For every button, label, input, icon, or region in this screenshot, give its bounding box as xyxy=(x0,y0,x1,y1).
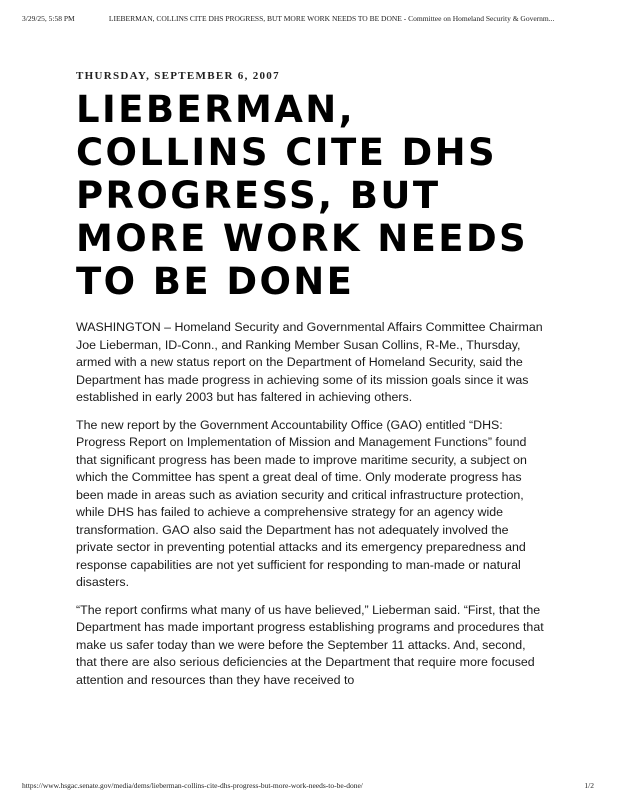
print-page-title: LIEBERMAN, COLLINS CITE DHS PROGRESS, BUT MORE WORK NEEDS TO BE DONE - Committee on Homeland Security & Governm... xyxy=(108,14,555,23)
article-paragraph: “The report confirms what many of us have believed,” Lieberman said. “First, that the Department has made important progress establishing programs and procedures that make us safer today than we were before the September 11 attacks. And, second, that there are also serious deficiencies at the Department that require more focused attention and resources than they have received to xyxy=(76,602,544,687)
print-footer xyxy=(22,781,594,790)
article-title: LIEBERMAN, COLLINS CITE DHS PROGRESS, BUT MORE WORK NEEDS TO BE DONE xyxy=(76,88,529,303)
article-date: THURSDAY, SEPTEMBER 6, 2007 xyxy=(76,70,280,82)
print-header xyxy=(22,14,602,23)
article-body xyxy=(76,319,546,689)
print-url: https://www.hsgac.senate.gov/media/dems/lieberman-collins-cite-dhs-progress-but-more-work-needs-to-be-done/ xyxy=(22,781,363,790)
print-page-number: 1/2 xyxy=(584,781,594,790)
article xyxy=(76,70,546,699)
print-timestamp: 3/29/25, 5:58 PM xyxy=(22,14,75,23)
article-paragraph: The new report by the Government Accountability Office (GAO) entitled “DHS: Progress Report on Implementation of Mission and Management Functions” found that significant progress has been made to improve maritime security, a subject on which the Committee has spent a great deal of time. Only moderate progress has been made in areas such as aviation security and critical infrastructure protection, while DHS has failed to achieve a comprehensive strategy for an agency wide transformation. GAO also said the Department has not adequately involved the private sector in preventing potential attacks and its emergency preparedness and response capabilities are not yet sufficient for responding to man-made or natural disasters. xyxy=(76,417,527,589)
article-paragraph: WASHINGTON – Homeland Security and Governmental Affairs Committee Chairman Joe Lieberman, ID-Conn., and Ranking Member Susan Collins, R-Me., Thursday, armed with a new status report on the Department of Homeland Security, said the Department has made progress in achieving some of its mission goals since it was established in early 2003 but has faltered in achieving others. xyxy=(76,320,543,404)
